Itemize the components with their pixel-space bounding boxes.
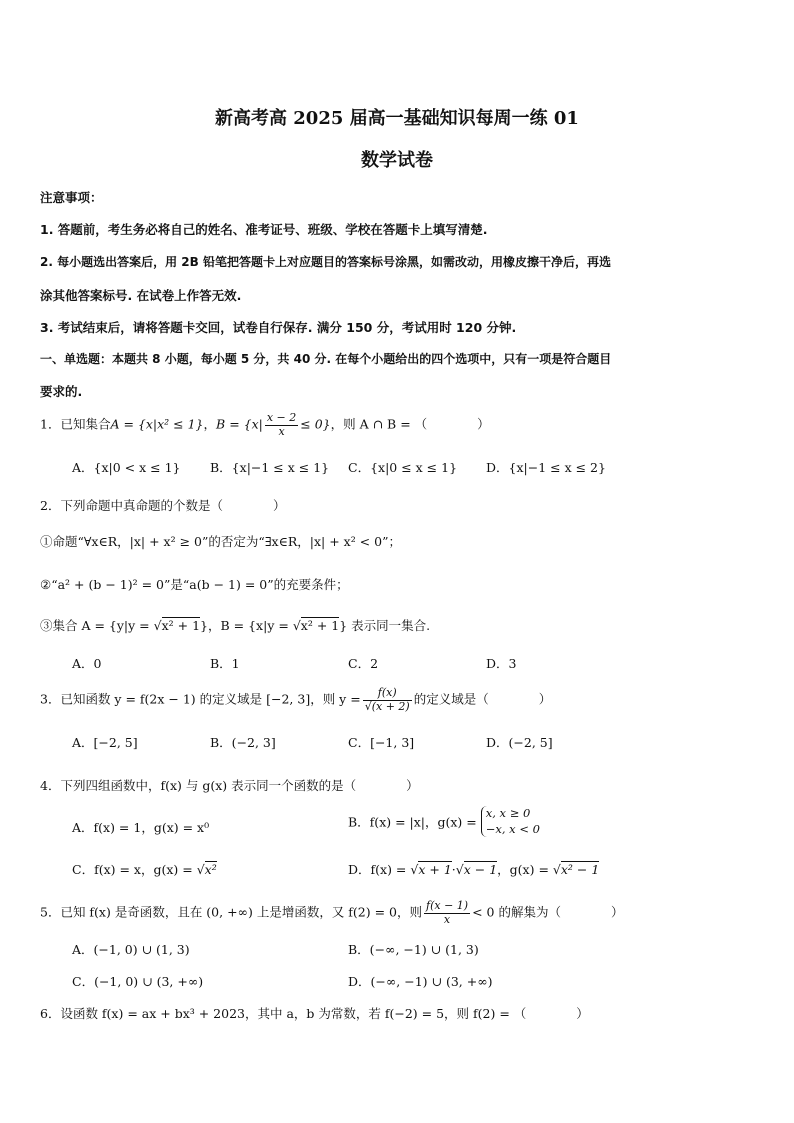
section-heading-line-2: 要求的. xyxy=(40,384,83,399)
q3-prefix: 3．已知函数 y = f(2x − 1) 的定义域是 [−2, 3]，则 y = xyxy=(40,691,361,707)
q1-set-b-suffix: ≤ 0} xyxy=(300,416,331,432)
q5-prefix: 5．已知 f(x) 是奇函数，且在 (0, +∞) 上是增函数，又 f(2) = 0，则 xyxy=(40,904,422,920)
question-2: 2．下列命题中真命题的个数是（ ） xyxy=(40,498,286,513)
q3-suffix: 的定义域是（ ） xyxy=(413,691,552,707)
q2-option-d[interactable]: D．3 xyxy=(486,656,517,671)
q1-set-a: A = {x|x² ≤ 1} xyxy=(110,416,204,432)
q4-d-radical-3: √x² − 1 xyxy=(552,862,600,877)
page-subtitle: 数学试卷 xyxy=(361,150,433,171)
q4-d-radical-1: √x + 1 xyxy=(410,862,452,877)
q4-d-middle: ，g(x) = xyxy=(497,862,553,877)
q5-fraction xyxy=(424,900,470,926)
question-6: 6．设函数 f(x) = ax + bx³ + 2023，其中 a，b 为常数，若 f(−2) = 5，则 f(2) = （ ） xyxy=(40,1006,589,1021)
q1-fraction-denominator: x xyxy=(278,424,285,438)
q5-fraction-numerator: f(x − 1) xyxy=(426,899,469,912)
note-3: 3. 考试结束后，请将答题卡交回，试卷自行保存. 满分 150 分，考试用时 120 分钟. xyxy=(40,320,517,335)
notes-heading: 注意事项： xyxy=(40,190,103,205)
q2-s3-radicand-2: x² + 1 xyxy=(300,618,340,633)
q5-option-d[interactable]: D．(−∞, −1) ∪ (3, +∞) xyxy=(348,974,493,989)
q2-statement-2: ②“a² + (b − 1)² = 0”是“a(b − 1) = 0”的充要条件； xyxy=(40,577,349,592)
q2-s3-middle: }，B = {x|y = xyxy=(200,618,293,633)
q3-option-c[interactable]: C．[−1, 3] xyxy=(348,735,415,750)
q3-fraction-denominator: √(x + 2) xyxy=(364,699,410,713)
note-2-line-2: 涂其他答案标号. 在试卷上作答无效. xyxy=(40,288,242,303)
q2-statement-3 xyxy=(40,616,430,634)
q1-set-b-prefix: B = {x| xyxy=(216,416,263,432)
question-5 xyxy=(40,900,623,926)
q1-lead: 1．已知集合 xyxy=(40,416,111,432)
q4-c-radicand: x² xyxy=(204,862,217,877)
q2-s3-radical-1: √x² + 1 xyxy=(153,618,201,633)
q3-option-b[interactable]: B．(−2, 3] xyxy=(210,735,276,750)
q1-fraction xyxy=(265,412,298,438)
question-3 xyxy=(40,687,551,713)
q2-s3-prefix: ③集合 A = {y|y = xyxy=(40,618,154,633)
q3-fraction xyxy=(363,687,412,713)
q1-option-a[interactable]: A．{x|0 < x ≤ 1} xyxy=(72,460,181,475)
q5-option-b[interactable]: B．(−∞, −1) ∪ (1, 3) xyxy=(348,942,479,957)
q4-b-case-2: −x, x < 0 xyxy=(485,821,540,836)
note-1: 1. 答题前，考生务必将自己的姓名、准考证号、班级、学校在答题卡上填写清楚. xyxy=(40,222,488,237)
q2-statement-1: ①命题“∀x∈R，|x| + x² ≥ 0”的否定为“∃x∈R，|x| + x² < 0”； xyxy=(40,534,401,549)
q2-option-b[interactable]: B．1 xyxy=(210,656,240,671)
q4-option-c[interactable] xyxy=(72,860,217,878)
q5-option-a[interactable]: A．(−1, 0) ∪ (1, 3) xyxy=(72,942,190,957)
q4-option-b[interactable] xyxy=(348,806,540,837)
q4-d-radicand-2: x − 1 xyxy=(463,862,498,877)
q4-b-piecewise xyxy=(481,806,540,837)
q4-b-prefix: B．f(x) = |x|，g(x) = xyxy=(348,814,477,830)
q4-b-case-1: x, x ≥ 0 xyxy=(485,806,531,820)
q3-option-a[interactable]: A．[−2, 5] xyxy=(72,735,138,750)
q2-s3-suffix: } 表示同一集合. xyxy=(339,618,431,633)
q5-suffix: < 0 的解集为（ ） xyxy=(472,904,624,920)
q4-c-prefix: C．f(x) = x，g(x) = xyxy=(72,862,197,877)
q4-d-prefix: D．f(x) = xyxy=(348,862,411,877)
section-heading-line-1: 一、单选题：本题共 8 小题，每小题 5 分，共 40 分. 在每个小题给出的四个选项中，只有一项是符合题目 xyxy=(40,352,612,366)
q1-tail: ，则 A ∩ B = （ ） xyxy=(330,416,490,432)
q1-option-d[interactable]: D．{x|−1 ≤ x ≤ 2} xyxy=(486,460,606,475)
question-4: 4．下列四组函数中，f(x) 与 g(x) 表示同一个函数的是（ ） xyxy=(40,778,419,793)
q3-option-d[interactable]: D．(−2, 5] xyxy=(486,735,553,750)
q2-s3-radicand-1: x² + 1 xyxy=(161,618,201,633)
question-1 xyxy=(40,412,490,438)
q1-option-b[interactable]: B．{x|−1 ≤ x ≤ 1} xyxy=(210,460,330,475)
q2-s3-radical-2: √x² + 1 xyxy=(292,618,340,633)
q4-d-radicand-1: x + 1 xyxy=(418,862,452,877)
q4-d-radicand-3: x² − 1 xyxy=(560,862,600,877)
q4-d-radical-2: √x − 1 xyxy=(455,862,498,877)
q1-separator: ， xyxy=(203,416,217,432)
q3-fraction-numerator: f(x) xyxy=(363,687,412,701)
note-2-line-1: 2. 每小题选出答案后，用 2B 铅笔把答题卡上对应题目的答案标号涂黑，如需改动，用橡皮擦干净后，再选 xyxy=(40,255,611,269)
q4-option-a[interactable]: A．f(x) = 1，g(x) = x⁰ xyxy=(72,820,210,835)
q4-d-dot: · xyxy=(451,862,456,877)
q5-option-c[interactable]: C．(−1, 0) ∪ (3, +∞) xyxy=(72,974,204,989)
q4-option-d[interactable] xyxy=(348,860,599,878)
q1-option-c[interactable]: C．{x|0 ≤ x ≤ 1} xyxy=(348,460,458,475)
q2-option-c[interactable]: C．2 xyxy=(348,656,379,671)
page-title: 新高考高 2025 届高一基础知识每周一练 01 xyxy=(215,108,579,129)
q2-option-a[interactable]: A．0 xyxy=(72,656,102,671)
q4-c-radical: √x² xyxy=(196,862,217,877)
q5-fraction-denominator: x xyxy=(443,912,451,926)
q1-fraction-numerator: x − 2 xyxy=(266,411,297,424)
